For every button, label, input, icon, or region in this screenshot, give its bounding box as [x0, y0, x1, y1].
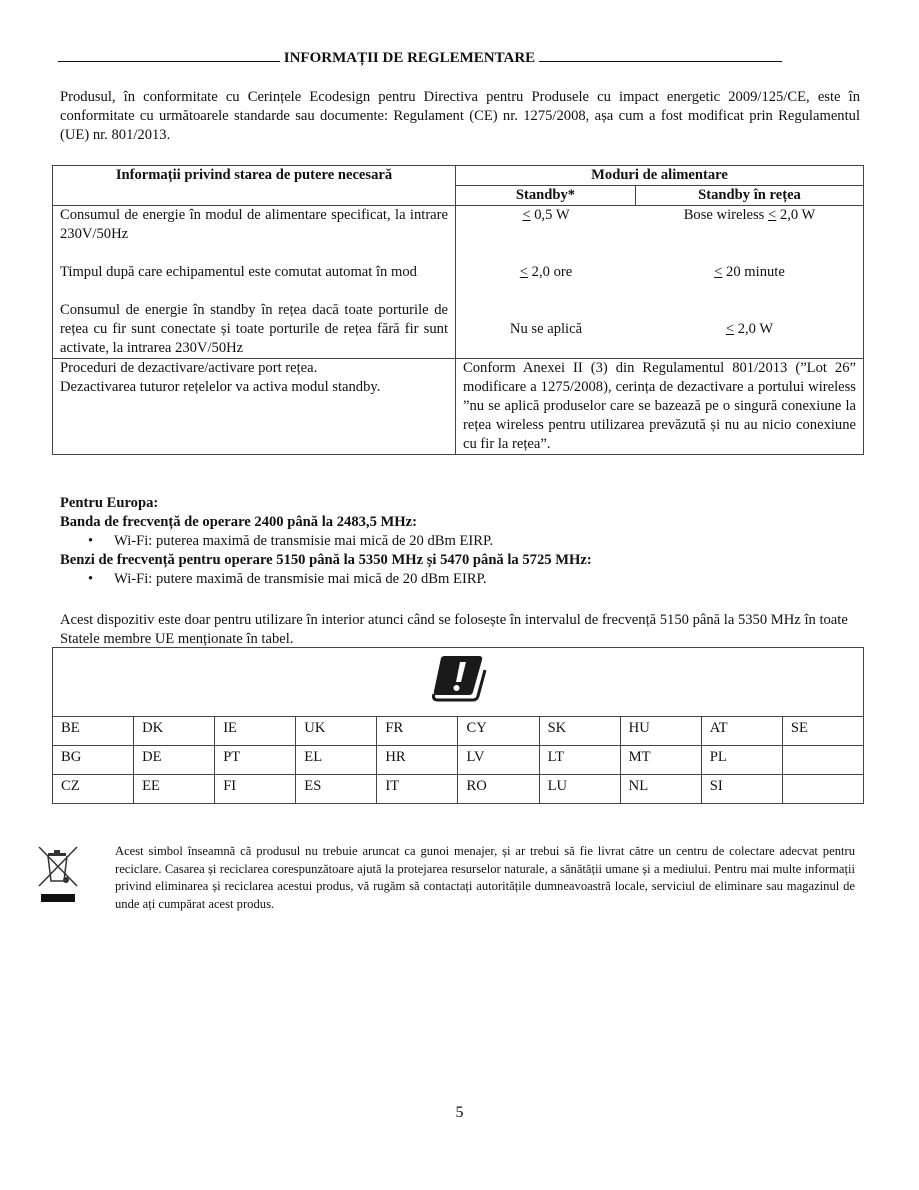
- network-values: [636, 206, 863, 339]
- country-cell: IE: [215, 717, 296, 746]
- country-cell: DK: [134, 717, 215, 746]
- country-cell: EE: [134, 775, 215, 804]
- country-cell: BG: [53, 746, 134, 775]
- band1-bullet: • Wi-Fi: puterea maximă de transmisie mai mică de 20 dBm EIRP.: [88, 533, 494, 549]
- value-network-energy: Bose wireless < 2,0 W: [683, 207, 816, 223]
- bullet-icon: •: [88, 533, 94, 549]
- europe-section: [60, 494, 860, 589]
- value-standby-time: < 2,0 ore: [519, 264, 573, 280]
- value-standby-network: Nu se aplică: [509, 321, 583, 337]
- country-table: [52, 647, 864, 804]
- country-cell: MT: [620, 746, 701, 775]
- country-cell: ES: [296, 775, 377, 804]
- country-cell: CZ: [53, 775, 134, 804]
- row-labels: [53, 206, 456, 359]
- table-row: [53, 359, 864, 455]
- value-network-power: < 2,0 W: [725, 321, 774, 337]
- value-standby-energy: < 0,5 W: [522, 207, 570, 223]
- country-cell: LT: [539, 746, 620, 775]
- section-title: [58, 47, 870, 68]
- country-cell: LU: [539, 775, 620, 804]
- country-cell: HU: [620, 717, 701, 746]
- country-cell: SE: [782, 717, 863, 746]
- row-values: [456, 206, 864, 359]
- country-cell: FR: [377, 717, 458, 746]
- table-row: [53, 206, 864, 359]
- procedure-text: Proceduri de dezactivare/activare port rețea.: [60, 360, 318, 376]
- title-rule-right: [539, 47, 782, 62]
- header-power-modes: Moduri de alimentare: [456, 166, 864, 186]
- procedure-cell: [53, 359, 456, 455]
- country-cell: AT: [701, 717, 782, 746]
- indoor-note: Acest dispozitiv este doar pentru utilizare în interior atunci când se folosește în intervalul de frecvență 5150 până la 5350 MHz în toate Statele membre UE menționate în tabel.: [60, 612, 848, 647]
- row-label-energy: Consumul de energie în modul de alimentare specificat, la intrare 230V/50Hz: [60, 207, 448, 242]
- weee-notice: Acest simbol înseamnă că produsul nu trebuie aruncat ca gunoi menajer, și ar trebui să fie livrat către un centru de colectare adecvat pentru reciclare. Casarea și reciclarea corespunzătoare ajută la protejarea resurselor naturale, a sănătății umane și a mediului. Pentru mai multe informații privind eliminarea și reciclarea acestui produs, vă rugăm să contactați autoritățile dumneavoastră locale, serviciul de eliminare sau magazinul de unde ați cumpărat acest produs.: [115, 844, 855, 911]
- title-rule-left: [58, 47, 280, 62]
- country-cell: BE: [53, 717, 134, 746]
- bullet-icon: •: [88, 571, 94, 587]
- country-cell: [782, 775, 863, 804]
- country-cell: EL: [296, 746, 377, 775]
- power-state-table: [52, 165, 864, 455]
- country-cell: FI: [215, 775, 296, 804]
- country-cell: [782, 746, 863, 775]
- country-cell: PL: [701, 746, 782, 775]
- table-row: [53, 717, 864, 746]
- icon-cell: [53, 648, 864, 717]
- country-cell: IT: [377, 775, 458, 804]
- page-title: INFORMAȚII DE REGLEMENTARE: [283, 50, 536, 66]
- regulation-cell: Conform Anexei II (3) din Regulamentul 801/2013 (”Lot 26” modificare a 1275/2008), cerința de dezactivare a portului wireless ”nu se aplică produselor care se bazează pe o singură conexiune la rețea wireless pentru utilizarea prevăzută și nu au nicio conexiune cu fir la rețea”.: [456, 359, 864, 455]
- country-cell: UK: [296, 717, 377, 746]
- country-cell: PT: [215, 746, 296, 775]
- standby-values: [456, 206, 636, 339]
- procedure-text-2: Dezactivarea tuturor rețelelor va activa modul standby.: [60, 379, 381, 395]
- row-label-time: Timpul după care echipamentul este comutat automat în mod: [60, 264, 417, 280]
- band2-bullet: • Wi-Fi: putere maximă de transmisie mai mică de 20 dBm EIRP.: [88, 571, 487, 587]
- band2-heading: Benzi de frecvență pentru operare 5150 până la 5350 MHz și 5470 până la 5725 MHz:: [60, 552, 592, 568]
- band1-heading: Banda de frecvență de operare 2400 până la 2483,5 MHz:: [60, 514, 417, 530]
- country-cell: DE: [134, 746, 215, 775]
- row-label-network-energy: Consumul de energie în standby în rețea dacă toate porturile de rețea cu fir sunt conectate și toate porturile de rețea fără fir sunt activate, la intrarea 230V/50Hz: [60, 302, 448, 356]
- table-row: [53, 775, 864, 804]
- table-row: [53, 746, 864, 775]
- restriction-book-icon: [427, 692, 489, 708]
- europe-heading: Pentru Europa:: [60, 495, 159, 511]
- intro-paragraph: Produsul, în conformitate cu Cerințele Ecodesign pentru Directiva pentru Produsele cu impact energetic 2009/125/CE, este în conformitate cu următoarele standarde sau documente: Regulament (CE) nr. 1275/2008, așa cum a fost modificat prin Regulamentul (UE) nr. 801/2013.: [60, 89, 860, 143]
- crossed-out-bin-icon: [36, 844, 80, 906]
- page-number: 5: [455, 1104, 464, 1121]
- header-network-standby: Standby în rețea: [636, 186, 864, 206]
- country-cell: SI: [701, 775, 782, 804]
- country-cell: SK: [539, 717, 620, 746]
- country-cell: NL: [620, 775, 701, 804]
- country-cell: LV: [458, 746, 539, 775]
- header-power-info: Informații privind starea de putere necesară: [53, 166, 456, 206]
- country-cell: CY: [458, 717, 539, 746]
- header-standby: Standby*: [456, 186, 636, 206]
- country-cell: HR: [377, 746, 458, 775]
- country-cell: RO: [458, 775, 539, 804]
- value-network-time: < 20 minute: [714, 264, 785, 280]
